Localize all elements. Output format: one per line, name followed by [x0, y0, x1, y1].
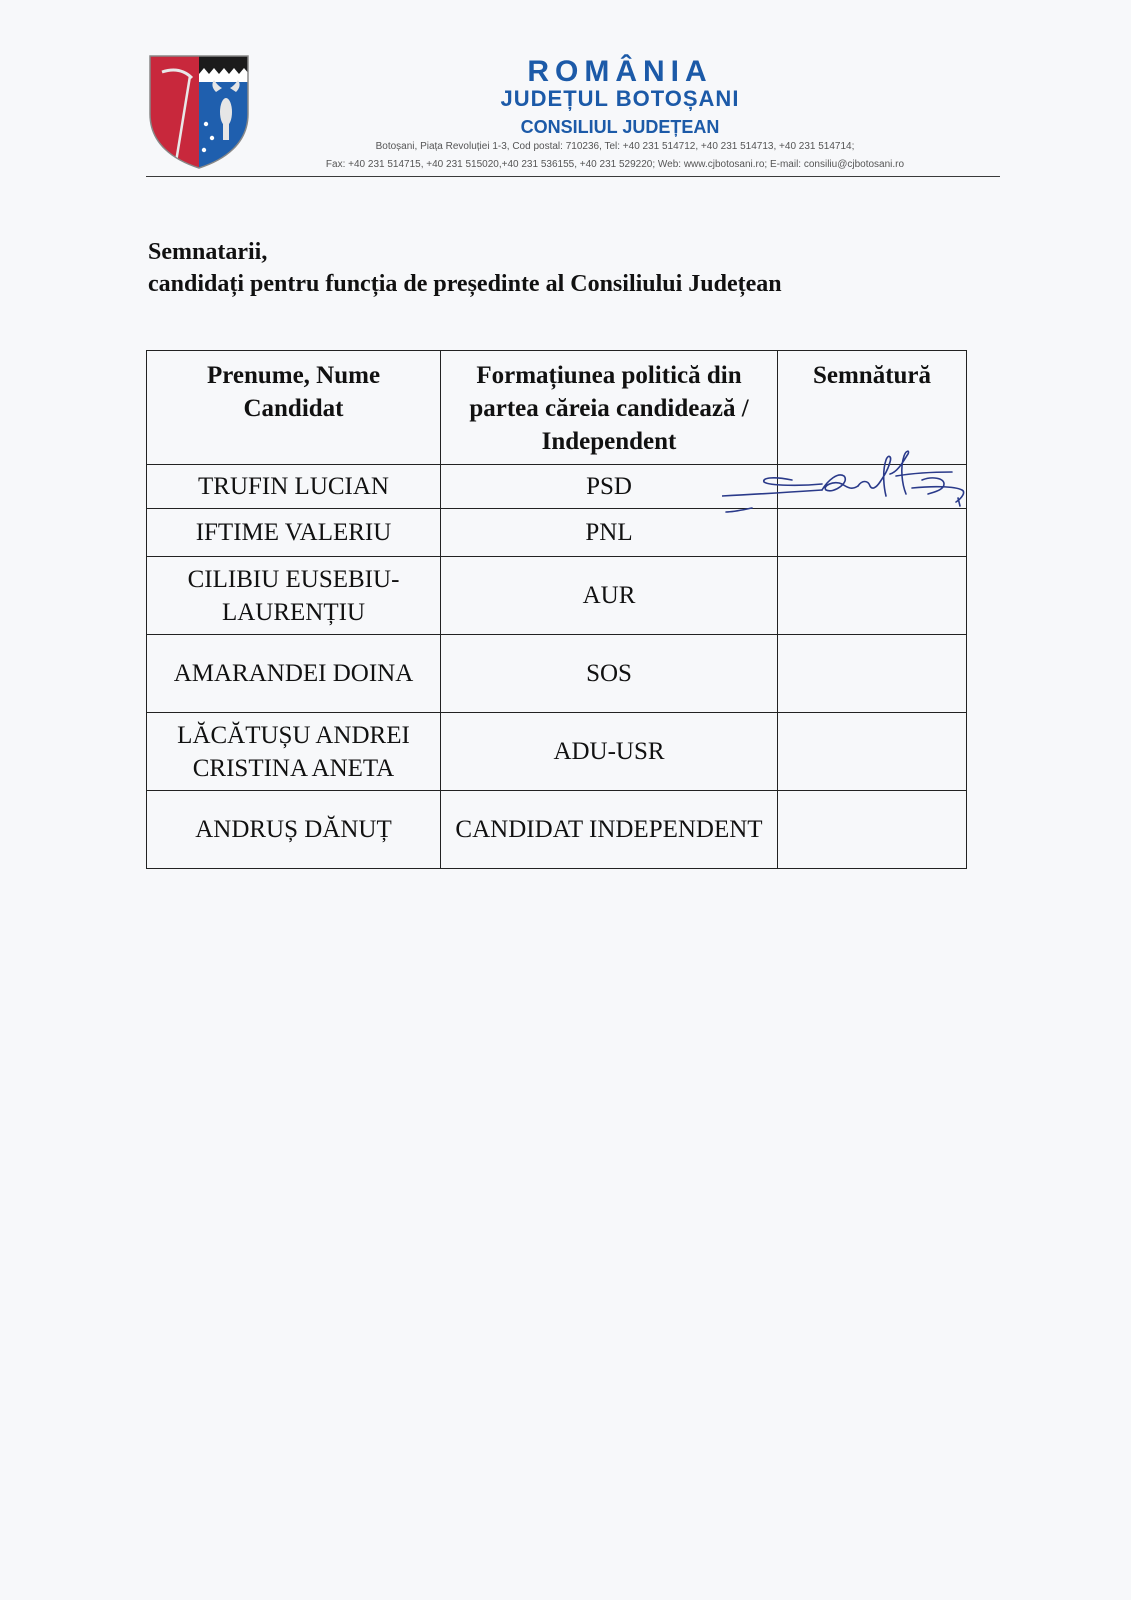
candidate-party: PSD	[441, 465, 778, 509]
heading-line-2: candidați pentru funcția de președinte al Consiliului Județean	[148, 271, 782, 297]
column-header-party: Formațiunea politică din partea căreia candidează / Independent	[441, 351, 778, 465]
header-country: ROMÂNIA	[527, 55, 713, 88]
candidate-name: AMARANDEI DOINA	[147, 635, 441, 713]
candidate-signature-cell	[778, 791, 967, 869]
candidate-name: TRUFIN LUCIAN	[147, 465, 441, 509]
candidate-party: ADU-USR	[441, 713, 778, 791]
candidate-name: CILIBIU EUSEBIU-LAURENȚIU	[147, 557, 441, 635]
candidate-party: AUR	[441, 557, 778, 635]
candidate-party: CANDIDAT INDEPENDENT	[441, 791, 778, 869]
candidate-name: LĂCĂTUȘU ANDREI CRISTINA ANETA	[147, 713, 441, 791]
header-divider	[146, 176, 1000, 177]
table-header-row	[147, 351, 967, 465]
candidate-signature-cell	[778, 635, 967, 713]
header-council: CONSILIUL JUDEȚEAN	[520, 117, 720, 137]
header-county: JUDEȚUL BOTOȘANI	[500, 86, 740, 111]
heading-line-1: Semnatarii,	[148, 239, 268, 265]
candidate-name: IFTIME VALERIU	[147, 509, 441, 557]
table-row	[147, 713, 967, 791]
signature-icon	[722, 450, 982, 525]
column-header-signature: Semnătură	[778, 351, 967, 465]
candidate-party: PNL	[441, 509, 778, 557]
candidate-party: SOS	[441, 635, 778, 713]
document-heading	[148, 236, 1048, 300]
column-header-name: Prenume, Nume Candidat	[147, 351, 441, 465]
header-address: Botoșani, Piața Revoluției 1-3, Cod postal: 710236, Tel: +40 231 514712, +40 231 514713, +40 231 514714;	[375, 141, 855, 152]
table-row	[147, 635, 967, 713]
candidate-signature-cell	[778, 713, 967, 791]
table-row	[147, 791, 967, 869]
candidate-signature-cell	[778, 557, 967, 635]
table-row	[147, 557, 967, 635]
candidates-table	[146, 350, 967, 869]
candidate-name: ANDRUȘ DĂNUȚ	[147, 791, 441, 869]
header-contact: Fax: +40 231 514715, +40 231 515020,+40 231 536155, +40 231 529220; Web: www.cjbotosani.ro; E-mail: consiliu@cjbotosani.ro	[325, 159, 905, 170]
